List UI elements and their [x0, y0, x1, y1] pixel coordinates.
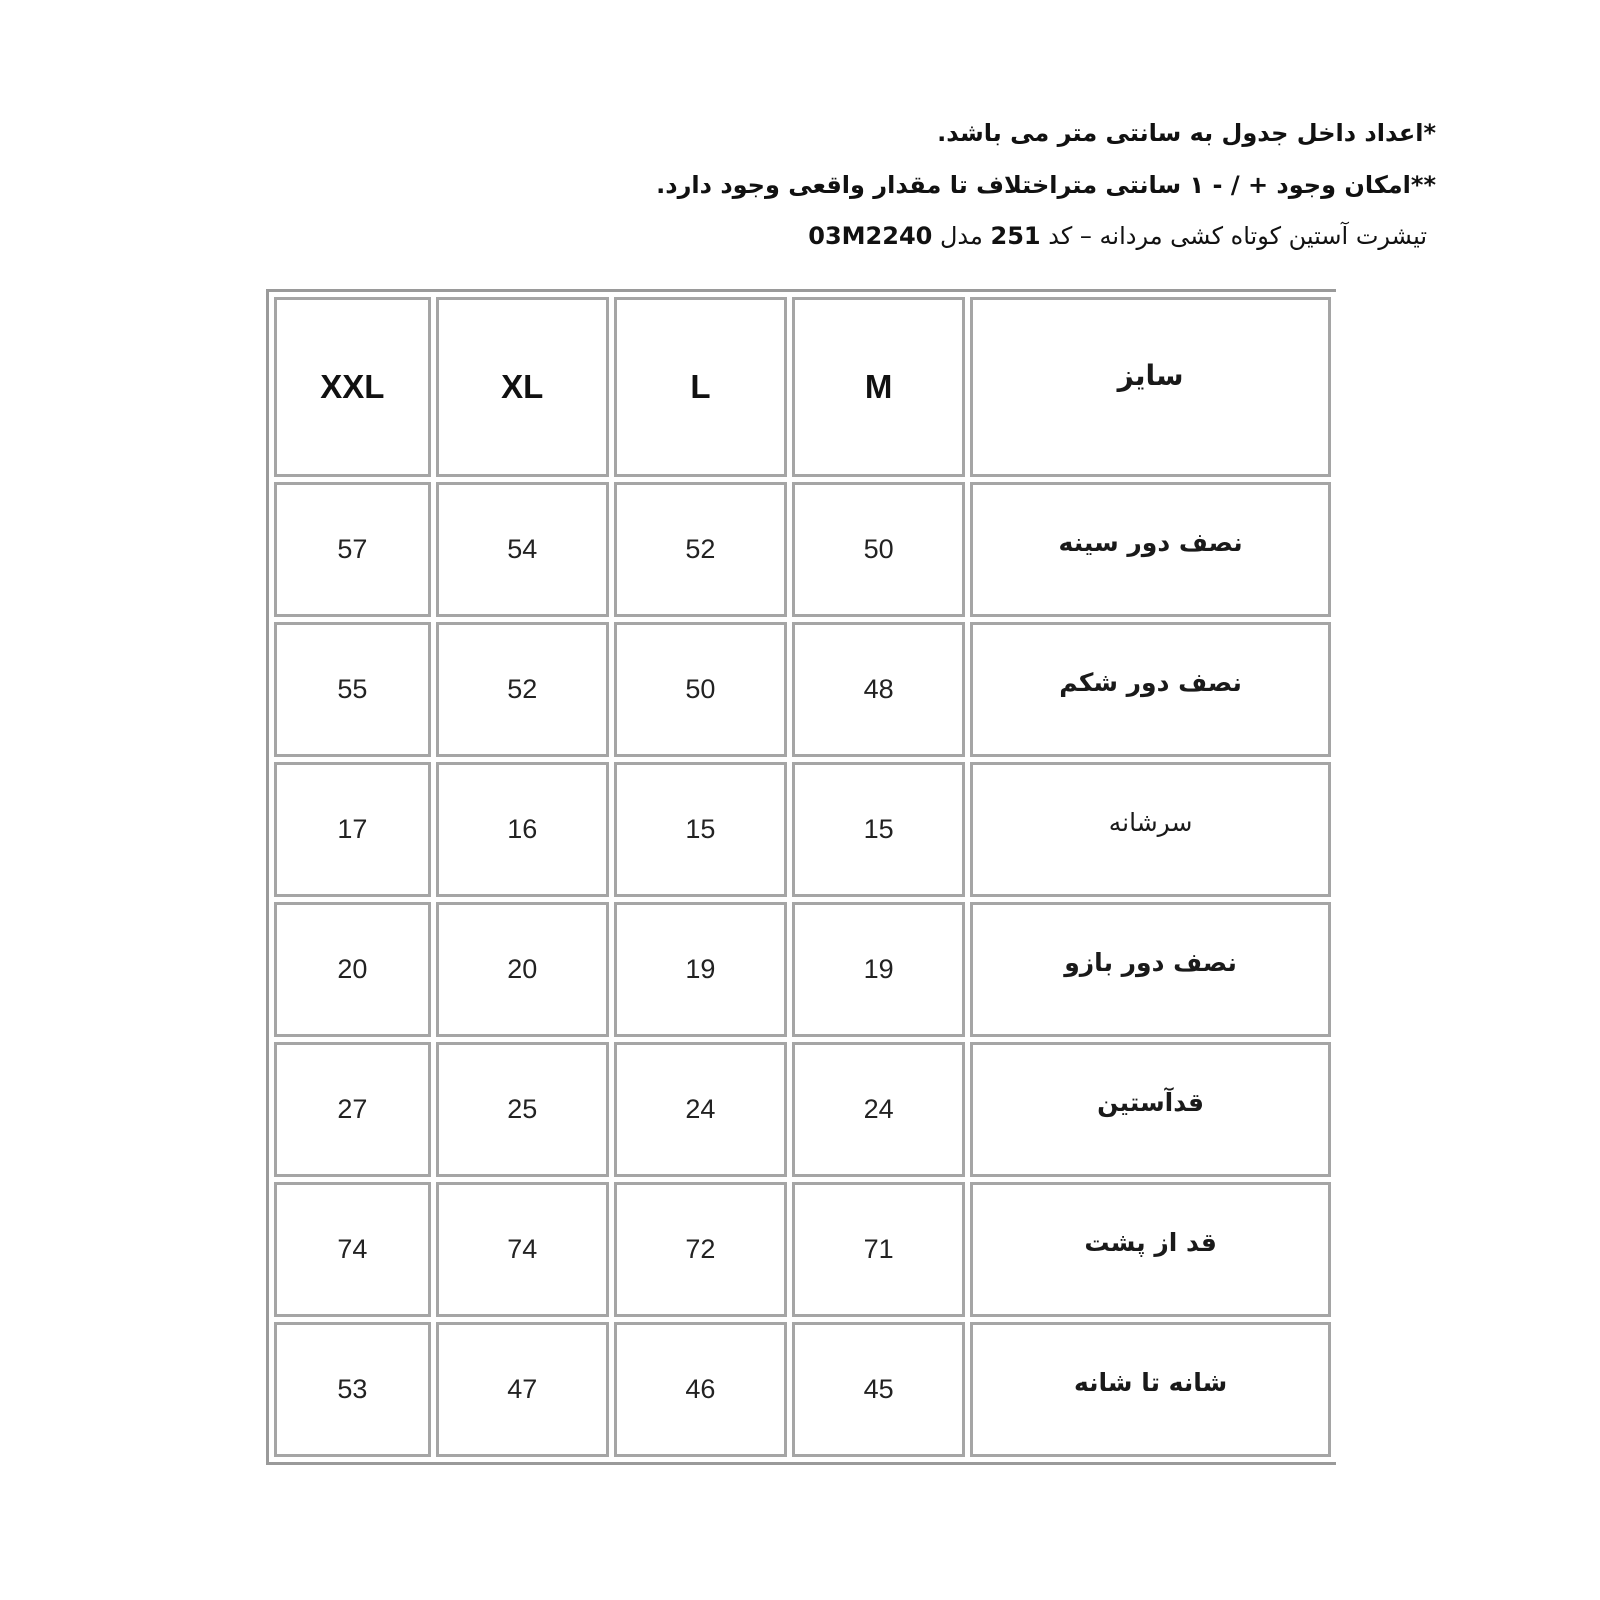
- cell-xl: 54: [436, 482, 609, 617]
- size-header-m: M: [792, 297, 965, 477]
- table-row: [274, 1042, 1331, 1177]
- product-code: 251: [990, 222, 1041, 250]
- cell-l: 19: [614, 902, 787, 1037]
- cell-m: 24: [792, 1042, 965, 1177]
- cell-m: 19: [792, 902, 965, 1037]
- table-row: [274, 1182, 1331, 1317]
- table-header-row: [274, 297, 1331, 477]
- size-header-l: L: [614, 297, 787, 477]
- cell-xxl: 53: [274, 1322, 431, 1457]
- cell-xl: 52: [436, 622, 609, 757]
- cell-l: 15: [614, 762, 787, 897]
- size-header-label: سایز: [970, 297, 1331, 477]
- size-header-xl: XL: [436, 297, 609, 477]
- product-name: تیشرت آستین کوتاه کشی مردانه – کد: [1048, 222, 1427, 250]
- cell-xl: 47: [436, 1322, 609, 1457]
- row-label: قدآستین: [970, 1042, 1331, 1177]
- cell-xxl: 74: [274, 1182, 431, 1317]
- row-label: سرشانه: [970, 762, 1331, 897]
- cell-l: 24: [614, 1042, 787, 1177]
- table-row: [274, 622, 1331, 757]
- row-label: نصف دور بازو: [970, 902, 1331, 1037]
- cell-m: 15: [792, 762, 965, 897]
- cell-m: 50: [792, 482, 965, 617]
- row-label: نصف دور سینه: [970, 482, 1331, 617]
- note-tolerance: **امکان وجود + / - ۱ سانتی متراختلاف تا مقدار واقعی وجود دارد.: [656, 171, 1436, 199]
- table-row: [274, 762, 1331, 897]
- cell-xxl: 27: [274, 1042, 431, 1177]
- cell-m: 45: [792, 1322, 965, 1457]
- cell-xl: 20: [436, 902, 609, 1037]
- cell-xxl: 57: [274, 482, 431, 617]
- cell-xxl: 55: [274, 622, 431, 757]
- size-chart-table: [266, 289, 1336, 1465]
- row-label: شانه تا شانه: [970, 1322, 1331, 1457]
- cell-xxl: 17: [274, 762, 431, 897]
- cell-l: 46: [614, 1322, 787, 1457]
- cell-m: 48: [792, 622, 965, 757]
- row-label: نصف دور شکم: [970, 622, 1331, 757]
- table-row: [274, 482, 1331, 617]
- product-model: 03M2240: [808, 222, 933, 250]
- note-units: *اعداد داخل جدول به سانتی متر می باشد.: [937, 119, 1436, 147]
- table-row: [274, 1322, 1331, 1457]
- cell-m: 71: [792, 1182, 965, 1317]
- cell-xxl: 20: [274, 902, 431, 1037]
- cell-xl: 74: [436, 1182, 609, 1317]
- cell-l: 52: [614, 482, 787, 617]
- row-label: قد از پشت: [970, 1182, 1331, 1317]
- cell-xl: 25: [436, 1042, 609, 1177]
- product-model-label: مدل: [939, 222, 983, 250]
- size-header-xxl: XXL: [274, 297, 431, 477]
- table-row: [274, 902, 1331, 1037]
- cell-xl: 16: [436, 762, 609, 897]
- cell-l: 50: [614, 622, 787, 757]
- cell-l: 72: [614, 1182, 787, 1317]
- product-title: [808, 218, 1427, 254]
